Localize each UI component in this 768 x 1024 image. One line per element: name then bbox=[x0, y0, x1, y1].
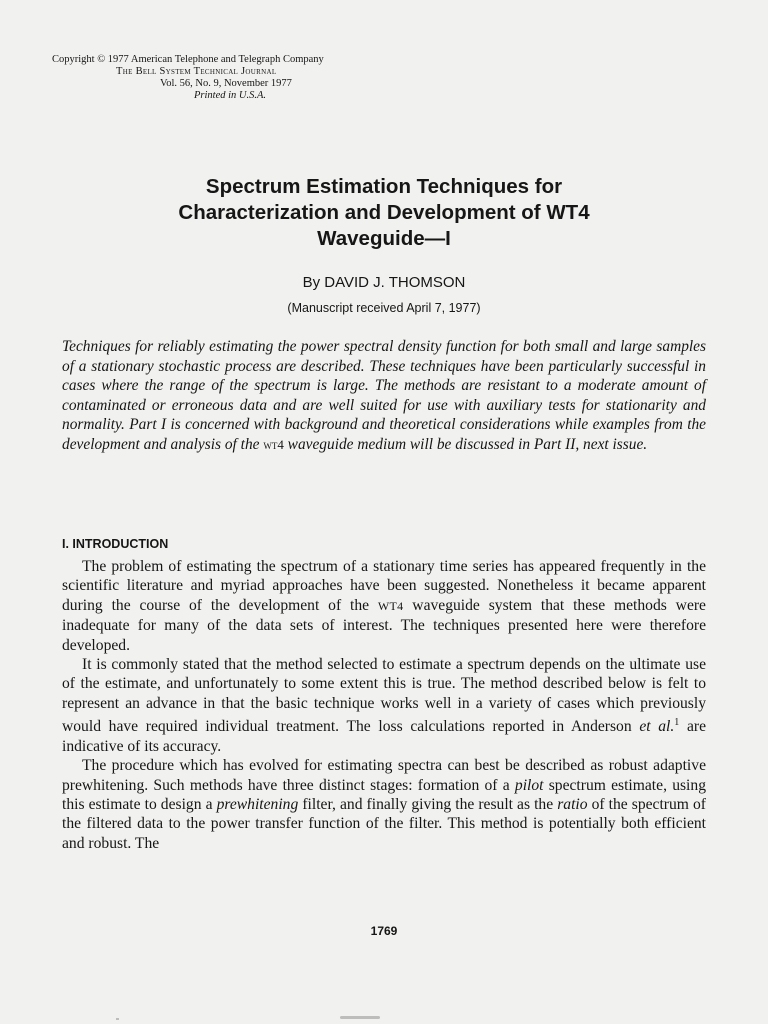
section-heading: I. INTRODUCTION bbox=[62, 537, 169, 551]
author-line: By DAVID J. THOMSON bbox=[302, 274, 466, 291]
paragraph-3 bbox=[62, 756, 706, 853]
paragraph-2-etal: et al. bbox=[639, 718, 675, 736]
volume-info: Vol. 56, No. 9, November 1977 bbox=[160, 78, 292, 89]
body-text bbox=[62, 557, 706, 853]
manuscript-received: (Manuscript received April 7, 1977) bbox=[287, 301, 481, 315]
journal-name: The Bell System Technical Journal bbox=[116, 66, 277, 77]
abstract-wt4: wt4 bbox=[263, 436, 284, 452]
abstract-text-2: waveguide medium will be discussed in Part II, next issue. bbox=[283, 435, 648, 453]
paragraph-2-text-a: It is commonly stated that the method selected to estimate a spectrum depends on the ultimate use of the estimate, and unfortunately to some extent this is true. The method described below is felt to represent an advance in that the basic technique works well in a variety of cases which previously would have required individual treatment. The loss calculations reported in Anderson bbox=[62, 656, 706, 736]
paragraph-1-text-a: The problem of estimating the spectrum of a stationary time series has appeared frequently in the scientific literature and myriad approaches have been suggested. Nonetheless it became apparent during the course of the development of the bbox=[62, 558, 706, 614]
paragraph-2 bbox=[62, 655, 706, 756]
paragraph-2-text-b: are indicative of its accuracy. bbox=[62, 718, 706, 755]
copyright-block bbox=[52, 54, 324, 102]
paragraph-3-text-a: The procedure which has evolved for estimating spectra can best be described as robust adaptive prewhitening. Such methods have three distinct stages: formation of a bbox=[62, 757, 706, 794]
paragraph-3-text-b: spectrum estimate, using this estimate to design a bbox=[62, 776, 706, 814]
page-number: 1769 bbox=[370, 924, 398, 938]
paper-title bbox=[60, 174, 708, 252]
title-line-2: Characterization and Development of WT4 bbox=[178, 201, 590, 224]
paragraph-3-text-d: of the spectrum of the filtered data to the power transfer function of the filter. This method is potentially both efficient and robust. The bbox=[62, 796, 706, 852]
paragraph-3-text-c: filter, and finally giving the result as the bbox=[298, 796, 558, 814]
paragraph-1-wt4: WT4 bbox=[377, 598, 404, 613]
title-line-3: Waveguide—I bbox=[317, 227, 451, 250]
reference-marker: 1 bbox=[674, 717, 680, 729]
paragraph-3-pilot: pilot bbox=[514, 776, 544, 794]
abstract-text-1: Techniques for reliably estimating the power spectral density function for both small and large samples of a stationary stochastic process are described. These techniques have been particularly successful in cases where the range of the spectrum is large. The methods are resistant to a moderate amount of contaminated or erroneous data and are well suited for use with auxiliary tests for stationarity and normality. Part I is concerned with background and theoretical considerations while examples from the development and analysis of the bbox=[62, 338, 706, 453]
printed-in: Printed in U.S.A. bbox=[194, 90, 267, 101]
paragraph-3-prewhitening: prewhitening bbox=[216, 796, 299, 814]
scan-artifact bbox=[340, 1016, 380, 1019]
title-line-1: Spectrum Estimation Techniques for bbox=[205, 175, 563, 198]
scan-artifact bbox=[116, 1018, 119, 1020]
paragraph-1-text-b: waveguide system that these methods were inadequate for many of the data sets of interest. The techniques presented here were therefore developed. bbox=[62, 596, 706, 654]
abstract bbox=[62, 337, 706, 455]
paragraph-3-ratio: ratio bbox=[557, 796, 588, 814]
paragraph-1 bbox=[62, 557, 706, 655]
copyright-line: Copyright © 1977 American Telephone and Telegraph Company bbox=[52, 54, 324, 65]
